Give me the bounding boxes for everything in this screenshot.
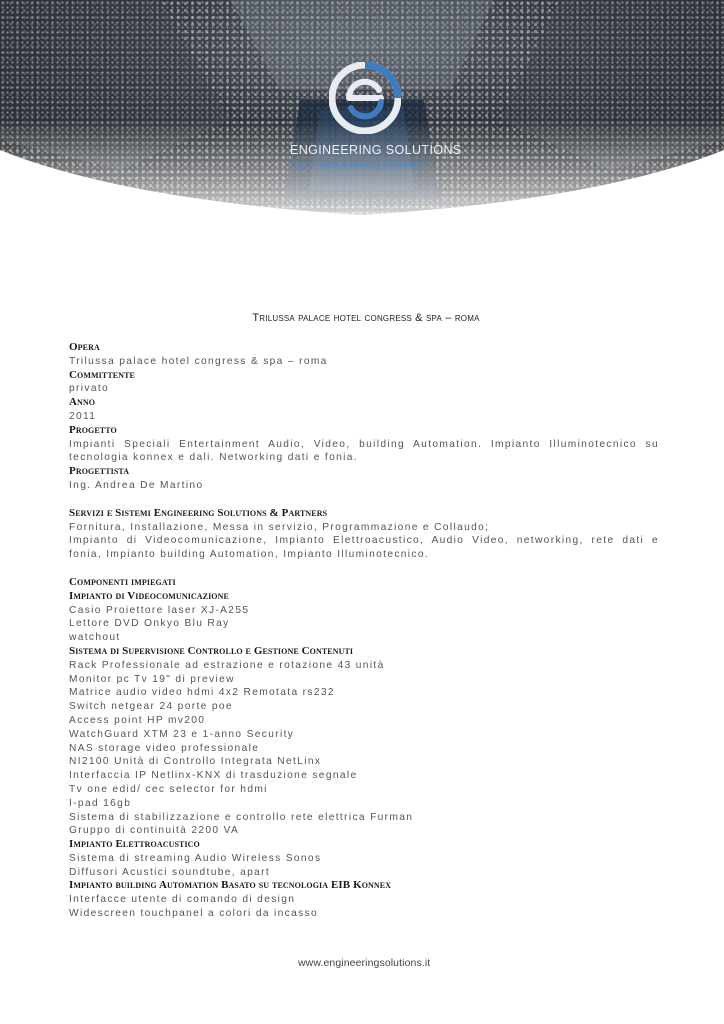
label-committente: Committente — [69, 368, 135, 381]
list-item: Sistema di stabilizzazione e controllo rete elettrica Furman — [69, 811, 414, 823]
label-componenti: Componenti impiegati — [69, 575, 176, 588]
list-item: Monitor pc Tv 19" di preview — [69, 673, 235, 685]
list-item: Lettore DVD Onkyo Blu Ray — [69, 618, 230, 630]
list-item: NI2100 Unità di Controllo Integrata NetLinx — [69, 756, 322, 768]
value-servizi-line2: Impianto di Videocomunicazione, Impianto Elettroacustico, Audio Video, networking, rete dati e fonia, Impianto building Automation, Impianto Illuminotecnico. — [69, 535, 659, 561]
group-label-supervisione: Sistema di Supervisione Controllo e Gestione Contenuti — [69, 644, 354, 657]
value-anno: 2011 — [69, 410, 97, 422]
group-label-building-automation: Impianto building Automation Basato su tecnologia EIB Konnex — [69, 879, 392, 892]
list-item: Casio Proiettore laser XJ-A255 — [69, 604, 250, 616]
label-progettista: Progettista — [69, 465, 130, 478]
label-anno: Anno — [69, 396, 96, 409]
value-committente: privato — [69, 383, 110, 395]
list-item: watchout — [69, 632, 121, 644]
brand-tagline: Home, Yacht & Building Automation — [291, 159, 426, 169]
list-item: Tv one edid/ cec selector for hdmi — [69, 783, 268, 795]
document-body — [69, 311, 659, 921]
list-item: Rack Professionale ad estrazione e rotazione 43 unità — [69, 659, 385, 671]
label-servizi: Servizi e Sistemi Engineering Solutions & Partners — [69, 506, 328, 519]
group-label-videocomunicazione: Impianto di Videocomunicazione — [69, 589, 229, 602]
list-item: Access point HP mv200 — [69, 714, 206, 726]
list-item: WatchGuard XTM 23 e 1-anno Security — [69, 728, 295, 740]
list-item: Matrice audio video hdmi 4x2 Remotata rs232 — [69, 687, 335, 699]
footer-website-link[interactable]: www.engineeringsolutions.it — [298, 957, 431, 969]
list-item: Widescreen touchpanel a colori da incasso — [69, 908, 319, 920]
value-servizi-line1: Fornitura, Installazione, Messa in servizio, Programmazione e Collaudo; — [69, 521, 490, 533]
value-progettista: Ing. Andrea De Martino — [69, 479, 204, 491]
header-banner — [0, 0, 724, 235]
document-title: Trilussa palace hotel congress & spa – roma — [252, 312, 480, 324]
group-label-elettroacustico: Impianto Elettroacustico — [69, 838, 200, 851]
label-progetto: Progetto — [69, 423, 117, 436]
list-item: Interfaccia IP Netlinx-KNX di trasduzione segnale — [69, 770, 358, 782]
list-item: Diffusori Acustici soundtube, apart — [69, 866, 271, 878]
list-item: I-pad 16gb — [69, 797, 132, 809]
list-item: Sistema di streaming Audio Wireless Sonos — [69, 852, 322, 864]
label-opera: Opera — [69, 341, 100, 353]
brand-name: ENGINEERING SOLUTIONS — [290, 143, 462, 157]
value-opera: Trilussa palace hotel congress & spa – roma — [69, 355, 328, 367]
list-item: Switch netgear 24 porte poe — [69, 701, 233, 713]
list-item: Gruppo di continuità 2200 VA — [69, 825, 240, 837]
list-item: Interfacce utente di comando di design — [69, 894, 296, 906]
es-logo-icon — [329, 62, 401, 134]
list-item: NAS storage video professionale — [69, 742, 260, 754]
value-progetto: Impianti Speciali Entertainment Audio, Video, building Automation. Impianto Illuminotecnico su tecnologia konnex e dali. Networking dati e fonia. — [69, 438, 659, 464]
